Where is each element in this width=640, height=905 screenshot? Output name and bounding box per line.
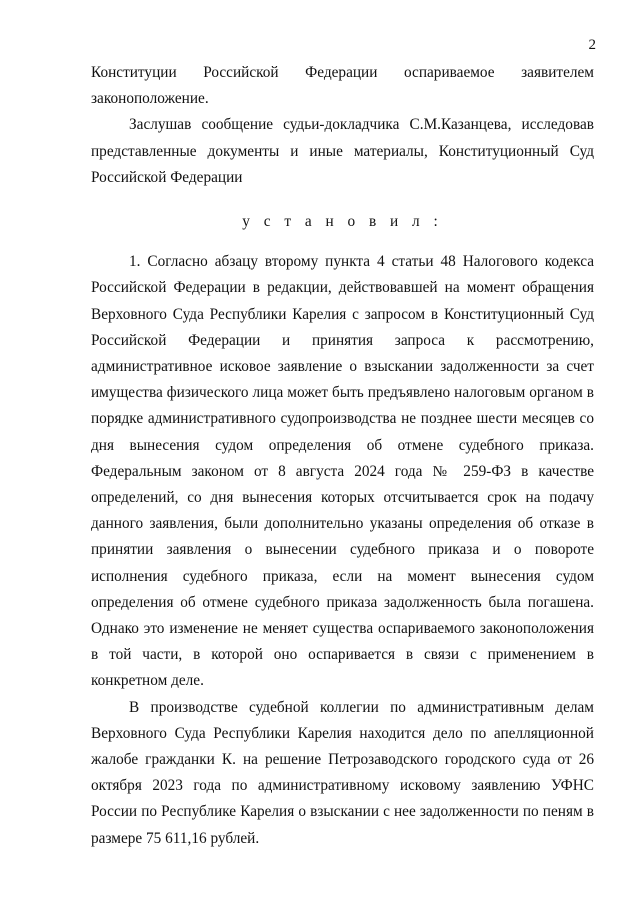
paragraph-proceedings: В производстве судебной коллегии по административным делам Верховного Суда Республики Карелия находится дело по апелляционной жалобе гражданки К. на решение Петрозаводского городского суда от 26 октября 2023 года по административному исковому заявлению УФНС России по Республике Карелия о взыскании с нее задолженности по пеням в размере 75 611,16 рублей.	[91, 698, 594, 847]
section-heading-established: у с т а н о в и л :	[242, 213, 443, 231]
paragraph-hearing: Заслушав сообщение судьи-докладчика С.М.Казанцева, исследовав представленные документы и иные материалы, Конституционный Суд Российской Федерации	[91, 116, 594, 186]
page-number: 2	[588, 37, 596, 53]
paragraph-point-1: 1. Согласно абзацу второму пункта 4 статьи 48 Налогового кодекса Российской Федерации в редакции, действовавшей на момент обращения Верховного Суда Республики Карелия с запросом в Конституционный Суд Российской Федерации и принятия запроса к рассмотрению, административное исковое заявление о взыскании задолженности за счет имущества физического лица может быть предъявлено налоговым органом в порядке административного судопроизводства не позднее шести месяцев со дня вынесения судом определения об отмене судебного приказа. Федеральным законом от 8 августа 2024 года № 259-ФЗ в качестве определений, со дня вынесения которых отсчитывается срок на подачу данного заявления, были дополнительно указаны определения об отказе в принятии заявления о вынесении судебного приказа и о повороте исполнения судебного приказа, если на момент вынесения судом определения об отмене судебного приказа задолженность была погашена. Однако это изменение не меняет существа оспариваемого законоположения в той части, в которой оно оспаривается в связи с применением в конкретном деле.	[91, 253, 594, 690]
document-body	[91, 60, 594, 852]
paragraph-continuation: Конституции Российской Федерации оспариваемое заявителем законоположение.	[91, 64, 594, 108]
